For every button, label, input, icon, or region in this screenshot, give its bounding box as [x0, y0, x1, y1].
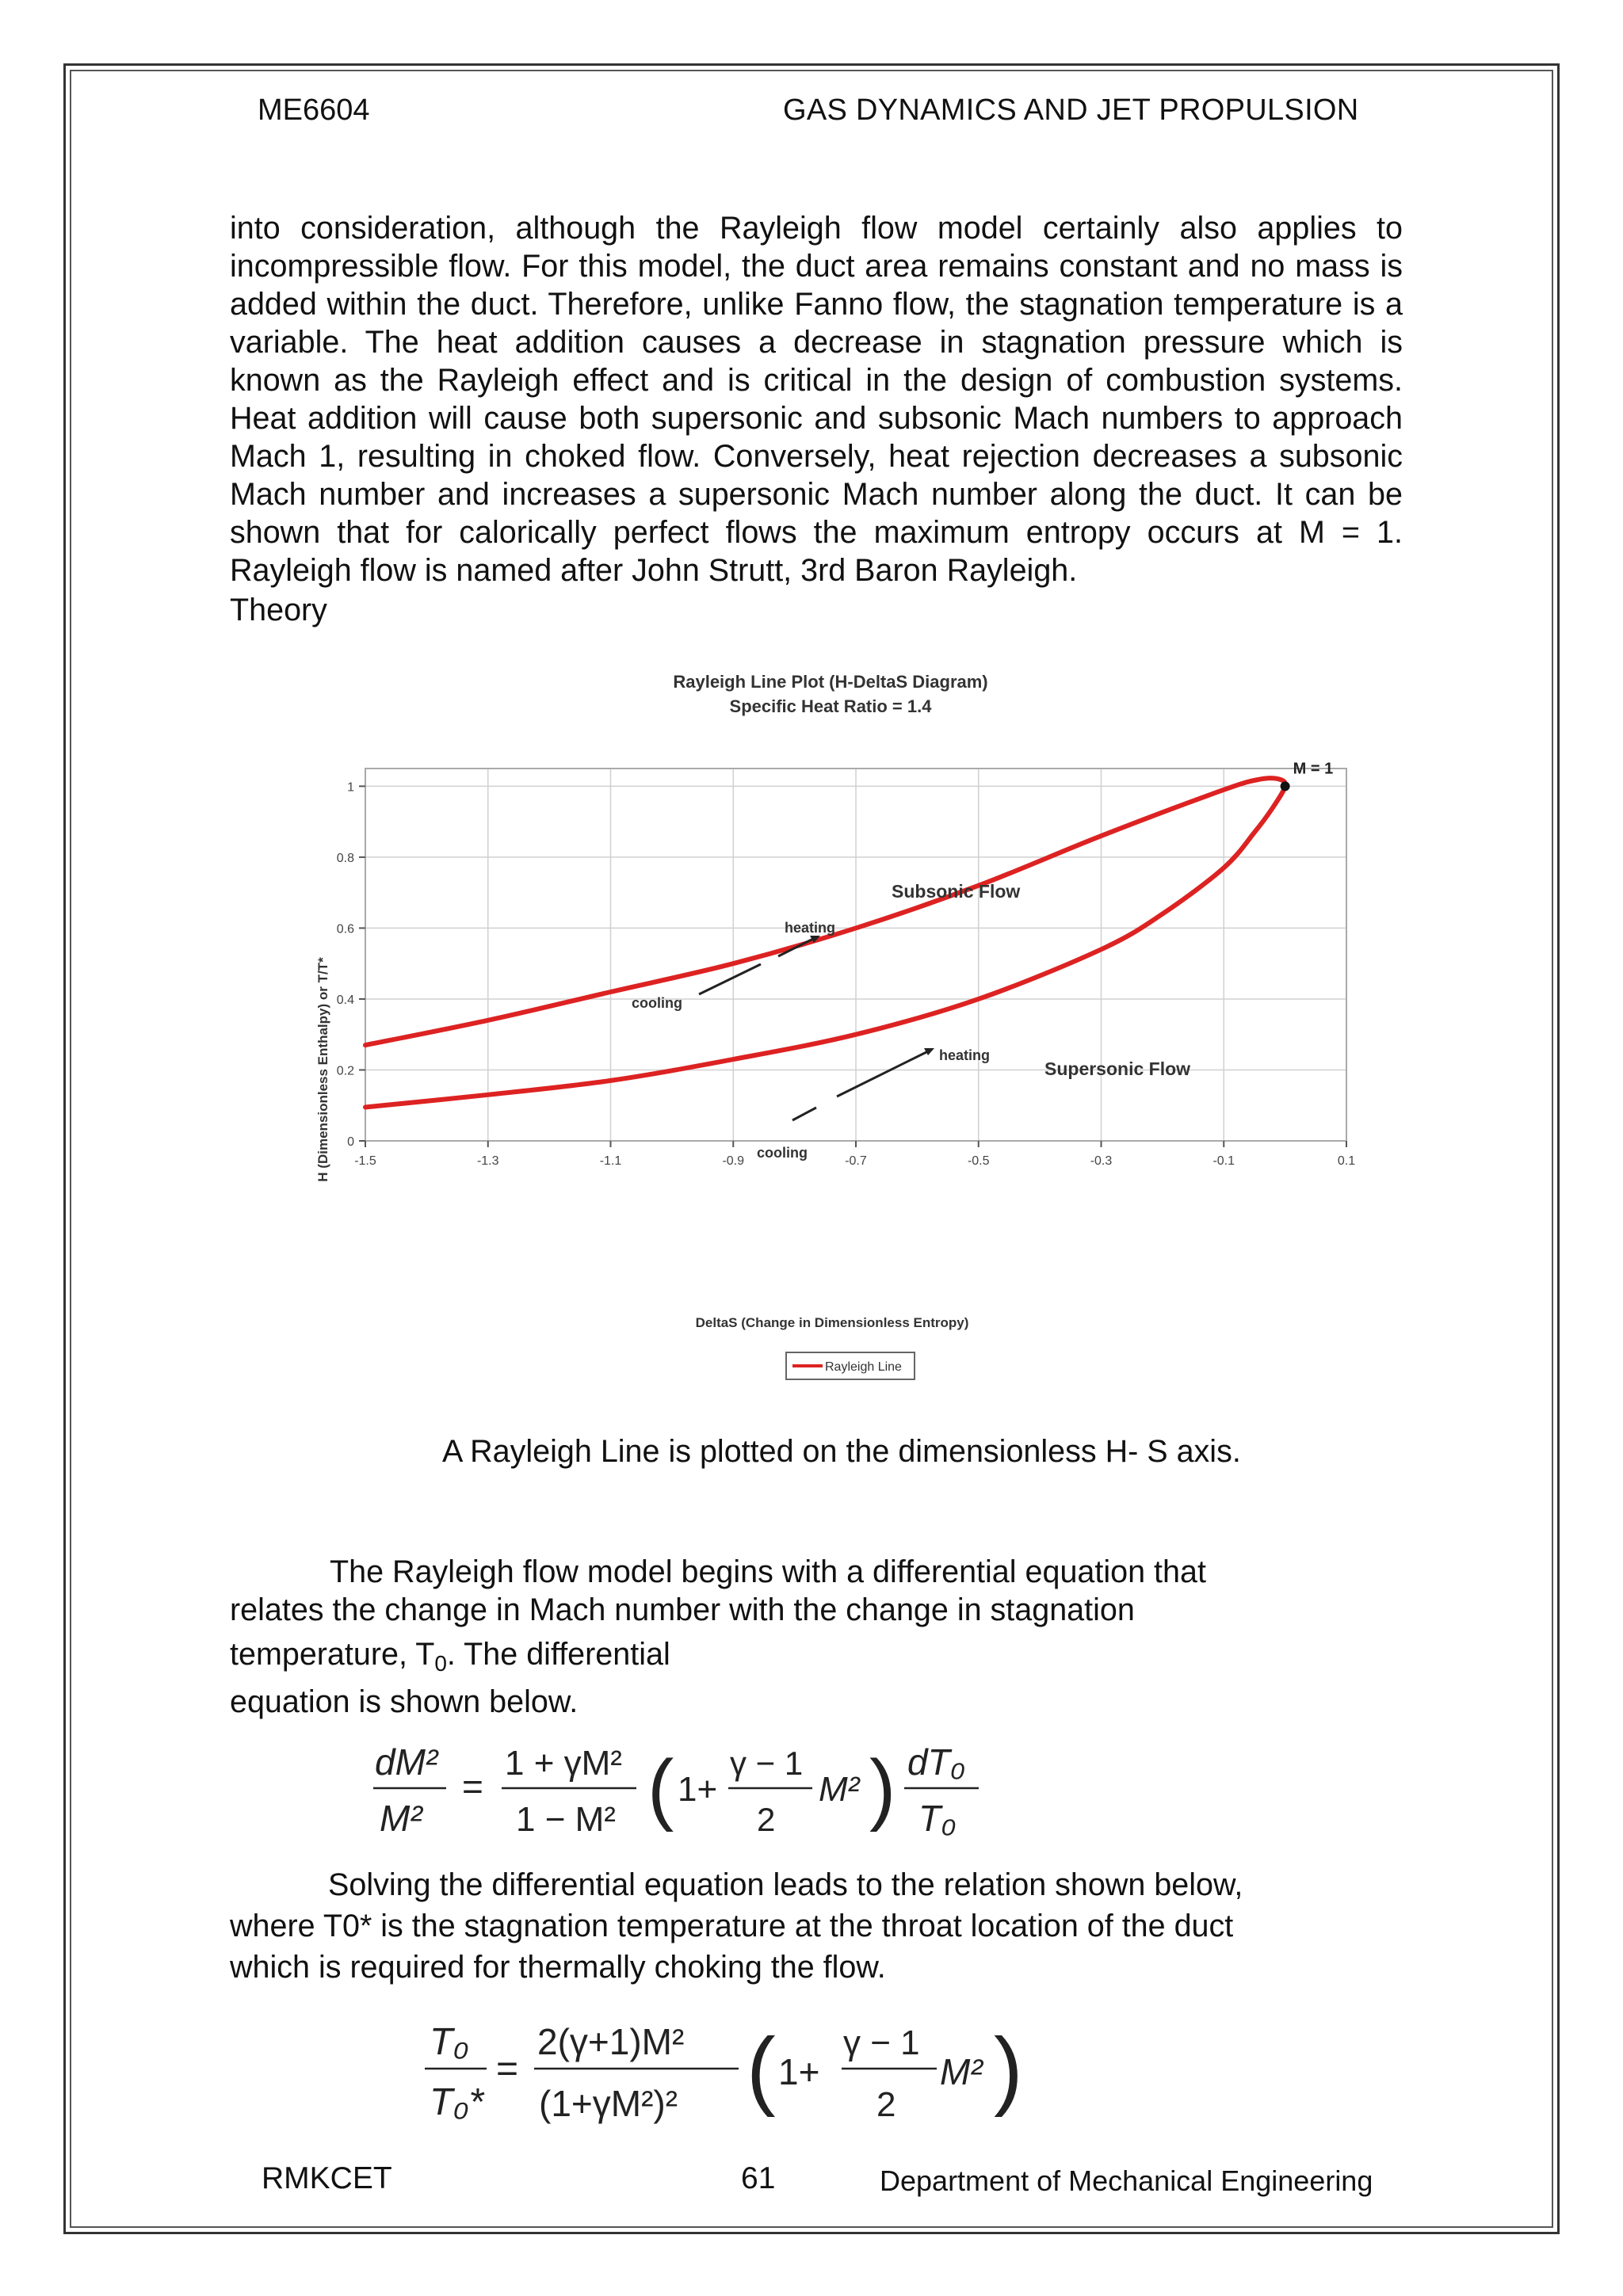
svg-text:1 − M²: 1 − M²: [516, 1800, 616, 1839]
y-axis-label: H (Dimensionless Enthalpy) or T/T*: [315, 957, 330, 1182]
svg-text:2: 2: [757, 1801, 776, 1838]
m1-marker: [1281, 781, 1290, 791]
svg-text:dM²: dM²: [375, 1741, 438, 1783]
supersonic-cooling-arrow: [792, 1108, 816, 1120]
y-tick-label: 0.2: [336, 1064, 354, 1078]
y-tick-label: 0.6: [336, 922, 354, 936]
equation-differential: [369, 1731, 995, 1850]
svg-text:(: (: [747, 2020, 776, 2118]
y-tick-label: 1: [347, 780, 354, 795]
svg-text:T₀: T₀: [430, 2021, 469, 2063]
intro-line: Mach number and increases a supersonic Mach number along the duct. It can be: [230, 477, 1403, 512]
svg-text:M²: M²: [819, 1770, 860, 1809]
x-tick-label: 0.1: [1337, 1154, 1356, 1168]
intro-line: Heat addition will cause both supersonic and subsonic Mach numbers to approach: [230, 401, 1403, 436]
header-course-code: ME6604: [258, 93, 370, 127]
supersonic-heating-label: heating: [939, 1047, 991, 1063]
x-axis-ticks: [354, 1141, 1355, 1168]
m1-annotation: M = 1: [1293, 760, 1334, 778]
svg-text:1 + γM²: 1 + γM²: [505, 1744, 622, 1783]
section-heading-theory: Theory: [230, 593, 327, 627]
svg-text:=: =: [496, 2048, 519, 2090]
para3-line: where T0* is the stagnation temperature at the throat location of the duct: [230, 1909, 1234, 1943]
supersonic-flow-annotation: Supersonic Flow: [1044, 1058, 1191, 1079]
para2-line: relates the change in Mach number with the change in stagnation: [230, 1592, 1135, 1627]
para2-subscript: 0: [434, 1651, 447, 1676]
footer-department: Department of Mechanical Engineering: [880, 2164, 1373, 2197]
subsonic-heating-label: heating: [785, 920, 836, 936]
intro-paragraph: [230, 209, 1403, 629]
svg-text:1+: 1+: [678, 1770, 718, 1809]
svg-text:1+: 1+: [778, 2051, 820, 2092]
svg-text:T₀: T₀: [918, 1798, 957, 1839]
svg-text:): ): [869, 1744, 896, 1833]
svg-text:): ): [994, 2020, 1023, 2118]
x-tick-label: -1.3: [476, 1154, 499, 1168]
header-course-title: GAS DYNAMICS AND JET PROPULSION: [783, 93, 1359, 127]
y-tick-label: 0.4: [336, 993, 354, 1007]
y-tick-label: 0.8: [336, 851, 354, 865]
chart-subtitle: Specific Heat Ratio = 1.4: [729, 696, 932, 716]
intro-line: Rayleigh flow is named after John Strutt, 3rd Baron Rayleigh.: [230, 553, 1078, 588]
para3-line: which is required for thermally choking the flow.: [230, 1950, 886, 1985]
subsonic-flow-annotation: Subsonic Flow: [892, 881, 1021, 902]
svg-text:2: 2: [876, 2085, 896, 2124]
svg-text:M²: M²: [380, 1798, 422, 1839]
intro-line: added within the duct. Therefore, unlike Fanno flow, the stagnation temperature is a: [230, 287, 1403, 322]
svg-text:dT₀: dT₀: [907, 1741, 966, 1783]
y-axis-ticks: [337, 780, 365, 1149]
svg-text:(: (: [647, 1744, 674, 1833]
intro-line: incompressible flow. For this model, the duct area remains constant and no mass is: [230, 249, 1403, 284]
equation-stagnation-ratio: [412, 2008, 1046, 2135]
rayleigh-line-chart: [301, 662, 1363, 1398]
para2-line: equation is shown below.: [230, 1684, 579, 1719]
paragraph-differential: [230, 1553, 1403, 1721]
x-axis-label: DeltaS (Change in Dimensionless Entropy): [695, 1315, 969, 1330]
svg-text:2(γ+1)M²: 2(γ+1)M²: [537, 2021, 685, 2062]
x-tick-label: -1.5: [354, 1154, 376, 1168]
x-tick-label: -0.7: [845, 1154, 867, 1168]
x-tick-label: -0.1: [1212, 1154, 1235, 1168]
x-tick-label: -0.3: [1090, 1154, 1113, 1168]
chart-grid: [365, 769, 1346, 1141]
svg-text:γ − 1: γ − 1: [843, 2023, 920, 2062]
para2-line3-text: temperature, T: [230, 1637, 435, 1672]
x-tick-label: -0.9: [722, 1154, 745, 1168]
subsonic-heating-arrow: [778, 938, 815, 956]
para3-line: Solving the differential equation leads to the relation shown below,: [328, 1867, 1243, 1902]
footer-page-number: 61: [741, 2161, 776, 2195]
svg-text:γ − 1: γ − 1: [730, 1745, 804, 1782]
supersonic-cooling-label: cooling: [757, 1145, 808, 1161]
footer-college: RMKCET: [262, 2161, 392, 2195]
para2-line3-post: . The differential: [446, 1637, 670, 1672]
svg-text:T₀*: T₀*: [430, 2081, 484, 2123]
intro-line: variable. The heat addition causes a decrease in stagnation pressure which is: [230, 325, 1403, 360]
svg-text:=: =: [462, 1766, 483, 1807]
paragraph-solution: [230, 1864, 1403, 1988]
y-tick-label: 0: [347, 1135, 354, 1149]
x-tick-label: -0.5: [967, 1154, 990, 1168]
intro-line: shown that for calorically perfect flows the maximum entropy occurs at M = 1.: [230, 515, 1403, 550]
figure-caption: A Rayleigh Line is plotted on the dimensionless H- S axis.: [442, 1434, 1241, 1469]
legend-label: Rayleigh Line: [825, 1360, 902, 1374]
supersonic-heating-arrow: [837, 1051, 928, 1097]
intro-line: known as the Rayleigh effect and is critical in the design of combustion systems.: [230, 363, 1403, 398]
intro-line: Mach 1, resulting in choked flow. Conversely, heat rejection decreases a subsonic: [230, 439, 1403, 474]
svg-text:(1+γM²)²: (1+γM²)²: [539, 2083, 678, 2124]
chart-title: Rayleigh Line Plot (H-DeltaS Diagram): [673, 672, 988, 692]
para2-line: The Rayleigh flow model begins with a differential equation that: [330, 1554, 1206, 1589]
svg-text:M²: M²: [940, 2051, 983, 2092]
subsonic-cooling-label: cooling: [632, 995, 682, 1011]
para2-line-temperature: [230, 1635, 1403, 1683]
intro-line: into consideration, although the Rayleigh flow model certainly also applies to: [230, 211, 1403, 246]
x-tick-label: -1.1: [599, 1154, 622, 1168]
